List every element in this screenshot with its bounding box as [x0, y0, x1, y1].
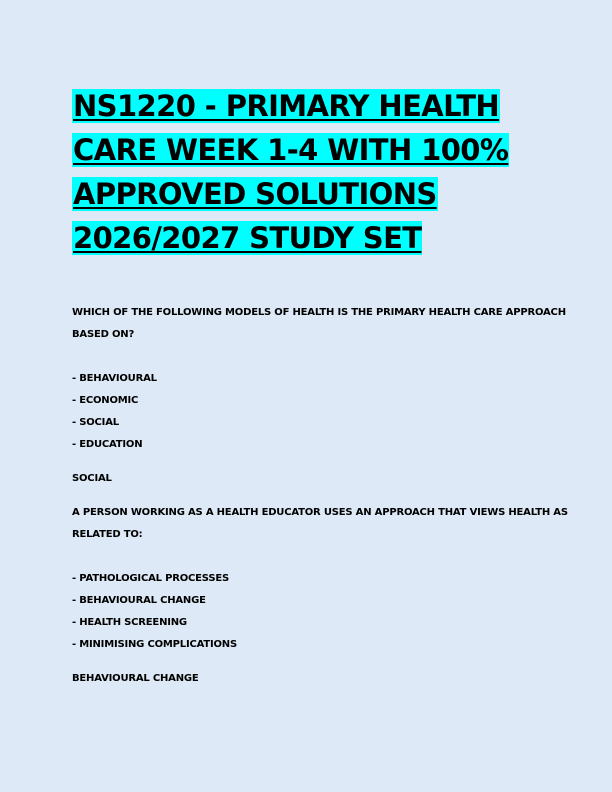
- title-line: APPROVED SOLUTIONS: [73, 177, 437, 211]
- option-item: - BEHAVIOURAL CHANGE: [72, 595, 206, 606]
- question-2-text: [72, 502, 568, 546]
- option-item: - PATHOLOGICAL PROCESSES: [72, 573, 229, 584]
- option-item: - BEHAVIOURAL: [72, 373, 157, 384]
- question-line: BASED ON?: [72, 329, 135, 340]
- option-item: - HEALTH SCREENING: [72, 617, 187, 628]
- title-line: 2026/2027 STUDY SET: [73, 221, 422, 255]
- answer-text: SOCIAL: [72, 473, 112, 484]
- option-item: - SOCIAL: [72, 417, 119, 428]
- question-line: WHICH OF THE FOLLOWING MODELS OF HEALTH IS THE PRIMARY HEALTH CARE APPROACH: [72, 307, 566, 318]
- option-item: - EDUCATION: [72, 439, 143, 450]
- document-title: [72, 84, 542, 260]
- option-item: - MINIMISING COMPLICATIONS: [72, 639, 237, 650]
- option-item: - ECONOMIC: [72, 395, 139, 406]
- question-line: A PERSON WORKING AS A HEALTH EDUCATOR USES AN APPROACH THAT VIEWS HEALTH AS: [72, 507, 568, 518]
- question-line: RELATED TO:: [72, 529, 143, 540]
- title-line: CARE WEEK 1-4 WITH 100%: [73, 133, 509, 167]
- question-1-options: [72, 368, 542, 456]
- question-1-answer: [72, 468, 542, 490]
- question-2-options: [72, 568, 542, 656]
- question-1-text: [72, 302, 566, 346]
- question-2-answer: [72, 668, 542, 690]
- answer-text: BEHAVIOURAL CHANGE: [72, 673, 199, 684]
- title-line: NS1220 - PRIMARY HEALTH: [73, 89, 500, 123]
